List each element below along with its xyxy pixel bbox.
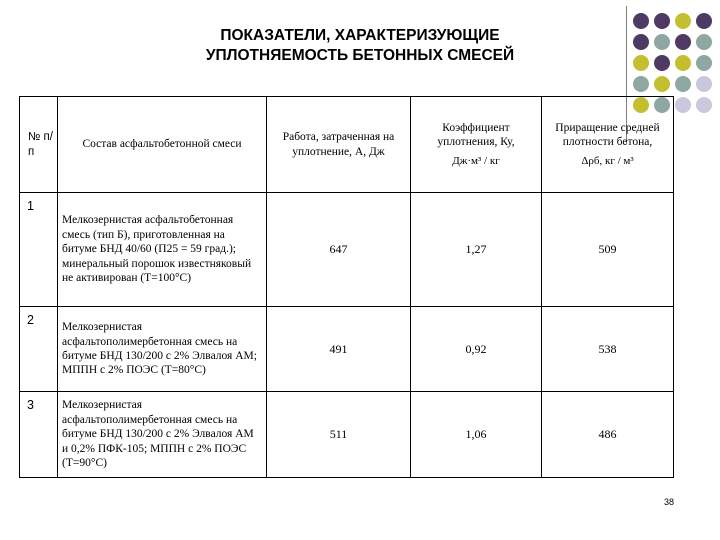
- page-title: [150, 26, 570, 66]
- title-line-2: УПЛОТНЯЕМОСТЬ БЕТОННЫХ СМЕСЕЙ: [205, 47, 515, 64]
- row-num: 3: [20, 392, 58, 478]
- table-row: [20, 307, 674, 392]
- header-density-cell: [542, 97, 674, 193]
- row-composition: Мелкозернистая асфальтополимербетонная смесь на битуме БНД 130/200 с 2% Элвалоя АМ и 0,2% ПФК-105; МППН с 2% ПОЭС (Т=90°С): [58, 392, 267, 478]
- row-coef: 1,27: [411, 193, 542, 307]
- row-work: 511: [267, 392, 411, 478]
- row-composition: Мелкозернистая асфальтобетонная смесь (тип Б), приготовленная на битуме БНД 40/60 (П25 = 59 град.); минеральный порошок известняковый не активирован (Т=100°С): [58, 193, 267, 307]
- table-row: [20, 392, 674, 478]
- page-number: 38: [664, 497, 675, 507]
- row-work: 491: [267, 307, 411, 392]
- compaction-table: [19, 96, 674, 478]
- row-density: 538: [542, 307, 674, 392]
- title-line-1: ПОКАЗАТЕЛИ, ХАРАКТЕРИЗУЮЩИЕ: [220, 27, 500, 44]
- dot-row-2: [633, 34, 712, 50]
- row-composition: Мелкозернистая асфальтополимербетонная смесь на битуме БНД 130/200 с 2% Элвалоя АМ; МППН с 2% ПОЭС (Т=80°С): [58, 307, 267, 392]
- header-num: № п/п: [20, 97, 58, 193]
- header-composition: Состав асфальтобетонной смеси: [58, 97, 267, 193]
- dot-row-4: [633, 76, 712, 92]
- header-work: Работа, затраченная на уплотнение, А, Дж: [267, 97, 411, 193]
- row-num: 1: [20, 193, 58, 307]
- table-row: [20, 193, 674, 307]
- row-density: 486: [542, 392, 674, 478]
- table-header-row: [20, 97, 674, 193]
- header-density-unit: Δρб, кг / м³: [581, 154, 634, 167]
- row-coef: 0,92: [411, 307, 542, 392]
- header-density: Приращение средней плотности бетона,: [555, 121, 660, 149]
- dot-row-3: [633, 55, 712, 71]
- row-density: 509: [542, 193, 674, 307]
- row-coef: 1,06: [411, 392, 542, 478]
- header-coef-unit: Дж·м³ / кг: [452, 154, 500, 167]
- row-num: 2: [20, 307, 58, 392]
- row-work: 647: [267, 193, 411, 307]
- dot-row-1: [633, 13, 712, 29]
- header-coef-cell: [411, 97, 542, 193]
- header-coef: Коэффициент уплотнения, Ку,: [437, 121, 515, 149]
